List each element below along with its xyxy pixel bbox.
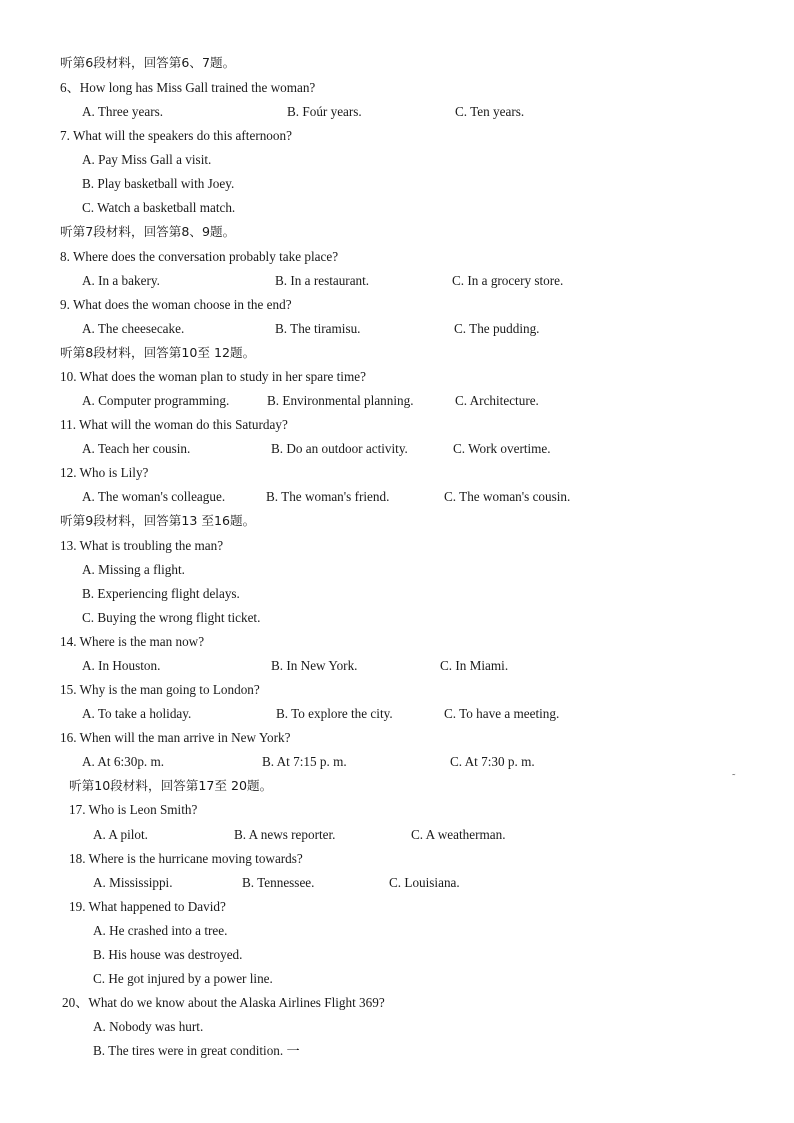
margin-mark: ˜ (732, 773, 736, 784)
question-stem: 14. Where is the man now? (60, 634, 205, 649)
option-b: B. The tiramisu. (275, 321, 361, 336)
option-b: B. Environmental planning. (267, 393, 414, 408)
option-a: A. Mississippi. (93, 875, 173, 890)
question-stem: 16. When will the man arrive in New York? (60, 730, 291, 745)
question-stem: 6、How long has Miss Gall trained the woman? (60, 80, 316, 95)
option-b: B. Do an outdoor activity. (271, 441, 408, 456)
question-stem: 20、What do we know about the Alaska Airlines Flight 369? (62, 995, 385, 1010)
option-c: C. At 7:30 p. m. (450, 754, 535, 769)
section-header: 听第7段材料，回答第8、9题。 (60, 224, 236, 239)
option-c: C. To have a meeting. (444, 706, 560, 721)
option-c: C. In Miami. (440, 658, 509, 673)
option-b: B. In a restaurant. (275, 273, 370, 288)
option-b: B. Experiencing flight delays. (82, 586, 240, 601)
option-b: B. Tennessee. (242, 875, 315, 890)
question-stem: 10. What does the woman plan to study in her spare time? (60, 369, 366, 384)
option-a: A. Computer programming. (82, 393, 230, 408)
option-b: B. Play basketball with Joey. (82, 176, 235, 191)
question-stem: 19. What happened to David? (69, 899, 226, 914)
option-c: C. The pudding. (454, 321, 540, 336)
option-a: A. At 6:30p. m. (82, 754, 165, 769)
option-c: C. He got injured by a power line. (93, 971, 273, 986)
option-a: A. Three years. (82, 104, 164, 119)
option-c: C. Louisiana. (389, 875, 460, 890)
option-a: A. Nobody was hurt. (93, 1019, 204, 1034)
section-header: 听第9段材料，回答第13 至16题。 (60, 513, 256, 528)
option-a: A. In a bakery. (82, 273, 160, 288)
option-c: C. Ten years. (455, 104, 525, 119)
question-stem: 18. Where is the hurricane moving towards? (69, 851, 303, 866)
option-a: A. The woman's colleague. (82, 489, 226, 504)
option-a: A. To take a holiday. (82, 706, 192, 721)
option-c: C. Architecture. (455, 393, 539, 408)
option-c: C. Watch a basketball match. (82, 200, 236, 215)
question-stem: 17. Who is Leon Smith? (69, 802, 198, 817)
question-stem: 12. Who is Lily? (60, 465, 149, 480)
option-a: A. In Houston. (82, 658, 161, 673)
option-c: C. In a grocery store. (452, 273, 564, 288)
question-stem: 13. What is troubling the man? (60, 538, 224, 553)
option-c: C. A weatherman. (411, 827, 506, 842)
section-header: 听第8段材料，回答第10至 12题。 (60, 345, 256, 360)
option-b: B. At 7:15 p. m. (262, 754, 347, 769)
question-stem: 15. Why is the man going to London? (60, 682, 260, 697)
option-b: B. The woman's friend. (266, 489, 390, 504)
option-a: A. Missing a flight. (82, 562, 185, 577)
question-stem: 11. What will the woman do this Saturday? (60, 417, 288, 432)
option-a: A. A pilot. (93, 827, 148, 842)
option-b: B. Foúr years. (287, 104, 362, 119)
option-b: B. The tires were in great condition. 一 (93, 1043, 300, 1058)
option-a: A. Pay Miss Gall a visit. (82, 152, 212, 167)
option-a: A. Teach her cousin. (82, 441, 191, 456)
option-c: C. Buying the wrong flight ticket. (82, 610, 261, 625)
option-b: B. His house was destroyed. (93, 947, 243, 962)
option-a: A. The cheesecake. (82, 321, 185, 336)
question-stem: 8. Where does the conversation probably take place? (60, 249, 339, 264)
option-a: A. He crashed into a tree. (93, 923, 228, 938)
option-b: B. To explore the city. (276, 706, 393, 721)
option-c: C. Work overtime. (453, 441, 551, 456)
option-b: B. A news reporter. (234, 827, 336, 842)
section-header: 听第6段材料，回答第6、7题。 (60, 55, 236, 70)
section-header: 听第10段材料，回答第17至 20题。 (69, 778, 273, 793)
question-stem: 7. What will the speakers do this afternoon? (60, 128, 292, 143)
option-c: C. The woman's cousin. (444, 489, 571, 504)
option-b: B. In New York. (271, 658, 358, 673)
question-stem: 9. What does the woman choose in the end? (60, 297, 292, 312)
